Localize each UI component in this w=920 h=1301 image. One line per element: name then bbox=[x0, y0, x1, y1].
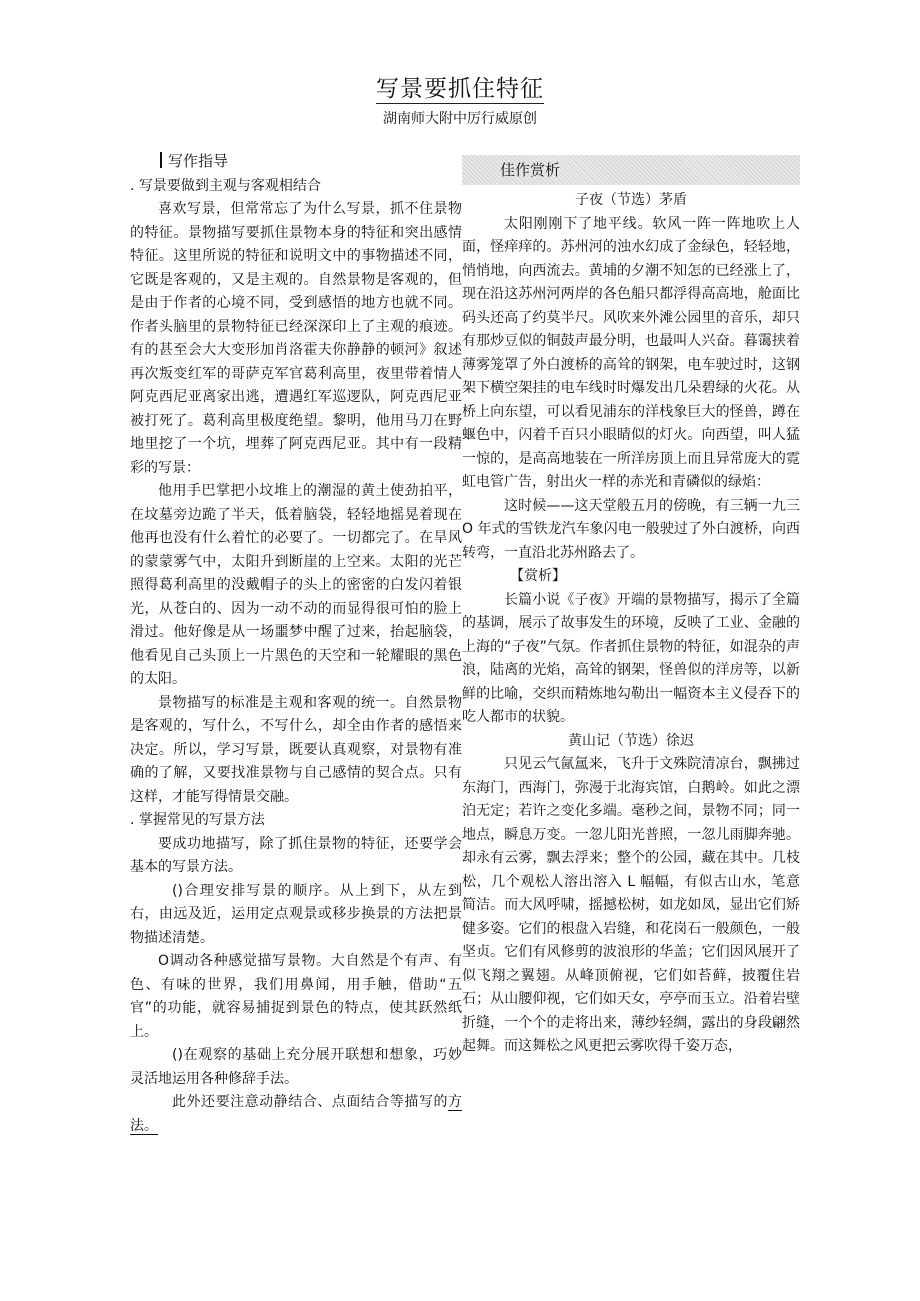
right-column bbox=[462, 155, 800, 1059]
document-author: 湖南师大附中厉行威原创 bbox=[383, 111, 537, 127]
paragraph-method-order: ()合理安排写景的顺序。从上到下，从左到右，由远及近，运用定点观景或移步换景的方法把景物描述清楚。 bbox=[130, 882, 462, 946]
writing-guide-heading-text: 写作指导 bbox=[168, 152, 229, 170]
appreciation-heading: 佳作赏析 bbox=[462, 155, 800, 185]
paragraph-closing bbox=[130, 1091, 462, 1138]
document-title bbox=[0, 70, 920, 103]
closing-text: 此外还要注意动静结合、点面结合等描写的 bbox=[172, 1094, 448, 1110]
paragraph-quote: 他用手巴掌把小坟堆上的潮湿的黄土使劲拍平，在坟墓旁边跪了半天，低着脑袋，轻轻地摇晃着现在他再也没有什么着忙的必要了。一切都完了。在旱风的蒙蒙雾气中，太阳升到断崖的上空来。太阳的光芒照得葛利高里的没戴帽子的头上的密密的白发闪着银光，从苍白的、因为一动不动的而显得很可怕的脸上滑过。他好像是从一场噩梦中醒了过来，抬起脑袋，他看见自己头顶上一片黑色的天空和一轮耀眼的黑色的太阳。 bbox=[130, 483, 462, 687]
document-title-text: 写景要抓住特征 bbox=[376, 76, 544, 102]
writing-guide-heading bbox=[160, 150, 462, 174]
piece2-paragraph-1: 只见云气氤氲来，飞升于文殊院清凉台，飘拂过东海门，西海门，弥漫于北海宾馆，白鹅岭。如此之漂泊无定；若许之变化多端。毫秒之间，景物不同；同一地点，瞬息万变。一忽儿阳光普照，一忽儿雨脚奔驰。却永有云雾，飘去浮来；整个的公园，藏在其中。几枝松，几个观松人溶出溶入 L 幅幅，有似古山水，笔意简洁。而大风呼啸，摇撼松树，如龙如凤，显出它们矫健多姿。它们的根盘入岩缝，和花岗石一般颜色，一般坚贞。它们有风修剪的波浪形的华盖；它们因风展开了似飞翔之翼翅。从峰顶俯视，它们如苔藓，披覆住岩石；从山腰仰视，它们如天女，亭亭而玉立。沿着岩壁折缝，一个个的走将出来，薄纱轻绸，露出的身段翩然起舞。而这舞松之风更把云雾吹得千姿万态， bbox=[462, 756, 800, 1054]
paragraph-standard: 景物描写的标准是主观和客观的统一。自然景物是客观的，写什么，不写什么，却全由作者的感悟来决定。所以，学习写景，既要认真观察，对景物有准确的了解，又要找准景物与自己感情的契合点。只有这样，才能写得情景交融。 bbox=[130, 694, 462, 805]
piece1-paragraph-1: 太阳刚刚下了地平线。软风一阵一阵地吹上人面，怪痒痒的。苏州河的浊水幻成了金绿色，轻轻地，悄悄地，向西流去。黄埔的夕潮不知怎的已经涨上了，现在沿这苏州河两岸的各色船只都浮得高高地，舱面比码头还高了约莫半尺。风吹来外滩公园里的音乐，却只有那炒豆似的铜鼓声最分明，也最叫人兴奋。暮霭挟着薄雾笼罩了外白渡桥的高耸的钢架，电车驶过时，这钢架下横空架挂的电车线时时爆发出几朵碧绿的火花。从桥上向东望，可以看见浦东的洋栈象巨大的怪兽，蹲在蝘色中，闪着千百只小眼睛似的灯火。向西望，叫人猛一惊的，是高高地装在一所洋房顶上而且异常庞大的霓虹电管广告，射出火一样的赤光和青磷似的绿焰： bbox=[462, 215, 800, 490]
subheading-subjective-objective: . 写景要做到主观与客观相结合 bbox=[130, 177, 321, 194]
piece1-paragraph-2: 这时候——这天堂般五月的傍晚，有三辆一九三 O 年式的雪铁龙汽车象闪电一般驶过了外白渡桥，向西转弯，一直沿北苏州路去了。 bbox=[462, 497, 800, 561]
paragraph-1: 喜欢写景，但常常忘了为什么写景，抓不住景物的特征。景物描写要抓住景物本身的特征和突出感情特征。这里所说的特征和说明文中的事物描述不同，它既是客观的，又是主观的。自然景物是客观的，但是由于作者的心境不同，受到感悟的地方也就不同。作者头脑里的景物特征已经深深印上了主观的痕迹。有的甚至会大大变形加肖洛霍夫你静静的顿河》叙述再次叛变红军的哥萨克军官葛利高里，夜里带着情人阿克西尼亚离家出逃，遭遇红军巡逻队，阿克西尼亚被打死了。葛利高里极度绝望。黎明，他用马刀在野地里挖了一个坑，埋葬了阿克西尼亚。其中有一段精彩的写景： bbox=[130, 201, 462, 476]
analysis-text: 长篇小说《子夜》开端的景物描写，揭示了全篇的基调，展示了故事发生的环境，反映了工业、金融的上海的“子夜”气氛。作者抓住景物的特征，如混杂的声浪，陆离的光焰，高耸的钢架，怪兽似的洋房等，以新鲜的比喻，交织而精炼地勾勒出一幅资本主义侵吞下的吃人都市的状貌。 bbox=[462, 591, 800, 725]
left-column bbox=[130, 150, 462, 1138]
analysis-label: 【赏析】 bbox=[510, 568, 566, 584]
closing-text-underlined: 方法。 bbox=[130, 1094, 462, 1134]
heading-bar-mark bbox=[160, 152, 162, 168]
subheading-methods: . 掌握常见的写景方法 bbox=[130, 812, 265, 828]
paragraph-method-imagination: ()在观察的基础上充分展开联想和想象，巧妙灵活地运用各种修辞手法。 bbox=[130, 1047, 462, 1087]
paragraph-method-senses: O调动各种感觉描写景物。大自然是个有声、有色、有味的世界，我们用鼻闻，用手触，借助“五官”的功能，就容易捕捉到景色的特点，使其跃然纸上。 bbox=[130, 953, 462, 1040]
piece1-title: 子夜（节选）茅盾 bbox=[575, 192, 687, 208]
paragraph-methods-intro: 要成功地描写，除了抓住景物的特征，还要学会基本的写景方法。 bbox=[130, 835, 462, 875]
piece2-title: 黄山记（节选）徐迟 bbox=[568, 732, 694, 749]
